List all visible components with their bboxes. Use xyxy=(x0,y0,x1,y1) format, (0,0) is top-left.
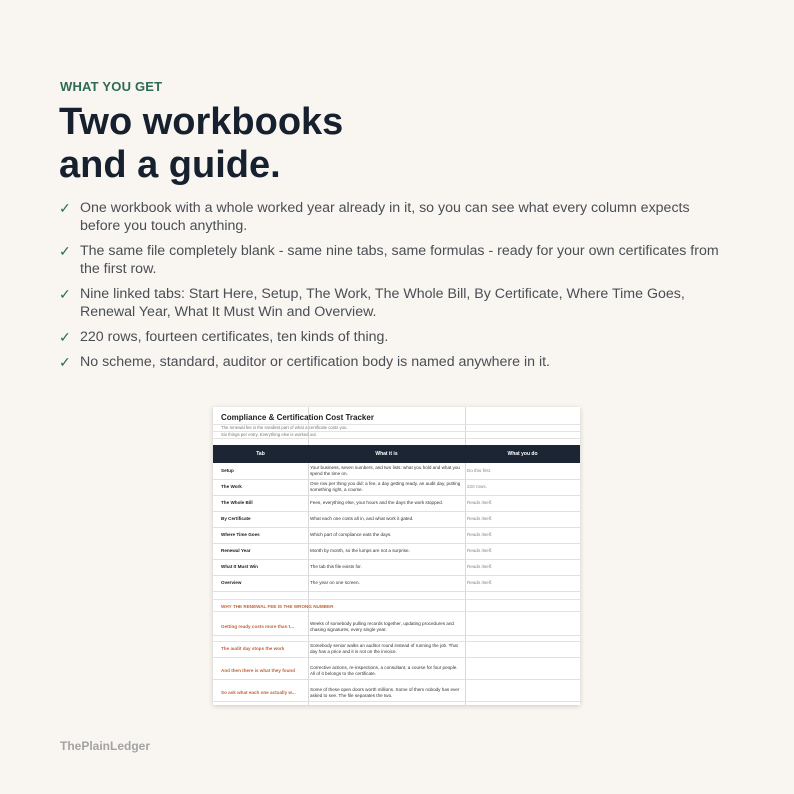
cell-what: Your business, seven numbers, and two lists: what you hold and what you spend the time on. xyxy=(310,465,460,476)
title-line-1: Two workbooks xyxy=(59,101,344,143)
table-row xyxy=(213,495,580,512)
table-row xyxy=(213,559,580,576)
reason-row xyxy=(213,640,580,658)
feature-text: No scheme, standard, auditor or certification body is named anywhere in it. xyxy=(80,354,551,370)
reason-text: Somebody senior walks an auditor round instead of running the job. That day has a price and it is not on the invoice. xyxy=(310,642,458,654)
feature-text: The same file completely blank - same nine tabs, same formulas - ready for your own certificates from the first row. xyxy=(80,243,719,277)
cell-what: The tab this file exists for. xyxy=(310,564,362,569)
cell-you: Reads itself. xyxy=(467,580,493,585)
cell-what: Which part of compliance eats the days. xyxy=(310,532,392,537)
reason-text: Weeks of somebody pulling records together, updating procedures and chasing signatures, every single year. xyxy=(310,620,454,632)
cell-tab: By Certificate xyxy=(221,516,251,521)
sheet-title: Compliance & Certification Cost Tracker xyxy=(221,413,374,422)
cell-what: Month by month, so the lumps are not a surprise. xyxy=(310,548,410,553)
reason-title: Getting ready costs more than t... xyxy=(221,623,295,629)
grid-line xyxy=(213,611,580,612)
feature-text: 220 rows, fourteen certificates, ten kinds of thing. xyxy=(80,329,389,345)
table-row xyxy=(213,511,580,528)
eyebrow-label: WHAT YOU GET xyxy=(60,79,163,94)
feature-list xyxy=(59,199,729,378)
grid-line xyxy=(213,599,580,600)
sheet-subtitle: Six things per entry. Everything else is worked out. xyxy=(221,432,317,437)
column-header-you: What you do xyxy=(507,451,538,457)
cell-what: Fees, everything else, your hours and the days the work stopped. xyxy=(310,500,444,505)
reason-title: And then there is what they found xyxy=(221,667,296,673)
reason-text: Corrective actions, re-inspections, a consultant, a course for four people. All of it belongs to the certificate. xyxy=(310,664,458,676)
column-header-tab: Tab xyxy=(256,451,265,457)
cell-tab: Where Time Goes xyxy=(221,532,260,537)
table-row xyxy=(213,543,580,560)
reason-title: The audit day stops the work xyxy=(221,645,285,651)
cell-you: Reads itself. xyxy=(467,532,493,537)
reason-row xyxy=(213,618,580,636)
cell-tab: The Work xyxy=(221,484,242,489)
cell-what: What each one costs all in, and what work it gated. xyxy=(310,516,414,521)
table-row xyxy=(213,527,580,544)
check-icon: ✓ xyxy=(59,286,71,302)
feature-item xyxy=(59,328,729,346)
sheet-subtitle: The renewal fee is the smallest part of what a certificate costs you. xyxy=(221,425,348,430)
cell-what: The year on one screen. xyxy=(310,580,360,585)
column-header-what: What it is xyxy=(375,451,398,457)
section-label: WHY THE RENEWAL FEE IS THE WRONG NUMBER xyxy=(221,604,334,609)
cell-you: Reads itself. xyxy=(467,500,493,505)
page-title xyxy=(59,101,343,187)
title-line-2: and a guide. xyxy=(59,144,281,186)
cell-what: One row per thing you did: a fee, a day getting ready, an audit day, putting something right, a course. xyxy=(310,481,461,492)
grid-line xyxy=(213,438,580,439)
feature-text: Nine linked tabs: Start Here, Setup, The Work, The Whole Bill, By Certificate, Where Time Goes, Renewal Year, What It Must Win and Overview. xyxy=(80,286,685,320)
feature-item xyxy=(59,242,729,278)
reason-text: Some of these open doors worth millions. Some of them nobody has ever asked to see. The file separates the two. xyxy=(310,686,460,698)
check-icon: ✓ xyxy=(59,200,71,216)
feature-item xyxy=(59,353,729,371)
reason-title: So ask what each one actually w... xyxy=(221,689,296,695)
table-row xyxy=(213,575,580,592)
spreadsheet-preview xyxy=(213,407,580,705)
cell-you: Reads itself. xyxy=(467,548,493,553)
feature-item xyxy=(59,285,729,321)
check-icon: ✓ xyxy=(59,243,71,259)
feature-text: One workbook with a whole worked year already in it, so you can see what every column expects before you touch anything. xyxy=(80,200,690,234)
cell-you: 220 rows. xyxy=(467,484,487,489)
reason-row xyxy=(213,662,580,680)
cell-tab: Overview xyxy=(221,580,242,585)
reason-row xyxy=(213,684,580,702)
cell-tab: Renewal Year xyxy=(221,548,251,553)
brand-name: ThePlainLedger xyxy=(60,739,151,753)
cell-you: Reads itself. xyxy=(467,516,493,521)
cell-you: Do this first. xyxy=(467,468,492,473)
table-row xyxy=(213,463,580,480)
check-icon: ✓ xyxy=(59,329,71,345)
table-header xyxy=(213,445,580,463)
feature-item xyxy=(59,199,729,235)
cell-tab: The Whole Bill xyxy=(221,500,253,505)
table-row xyxy=(213,479,580,496)
check-icon: ✓ xyxy=(59,354,71,370)
cell-you: Reads itself. xyxy=(467,564,493,569)
cell-tab: Setup xyxy=(221,468,234,473)
cell-tab: What It Must Win xyxy=(221,564,258,569)
